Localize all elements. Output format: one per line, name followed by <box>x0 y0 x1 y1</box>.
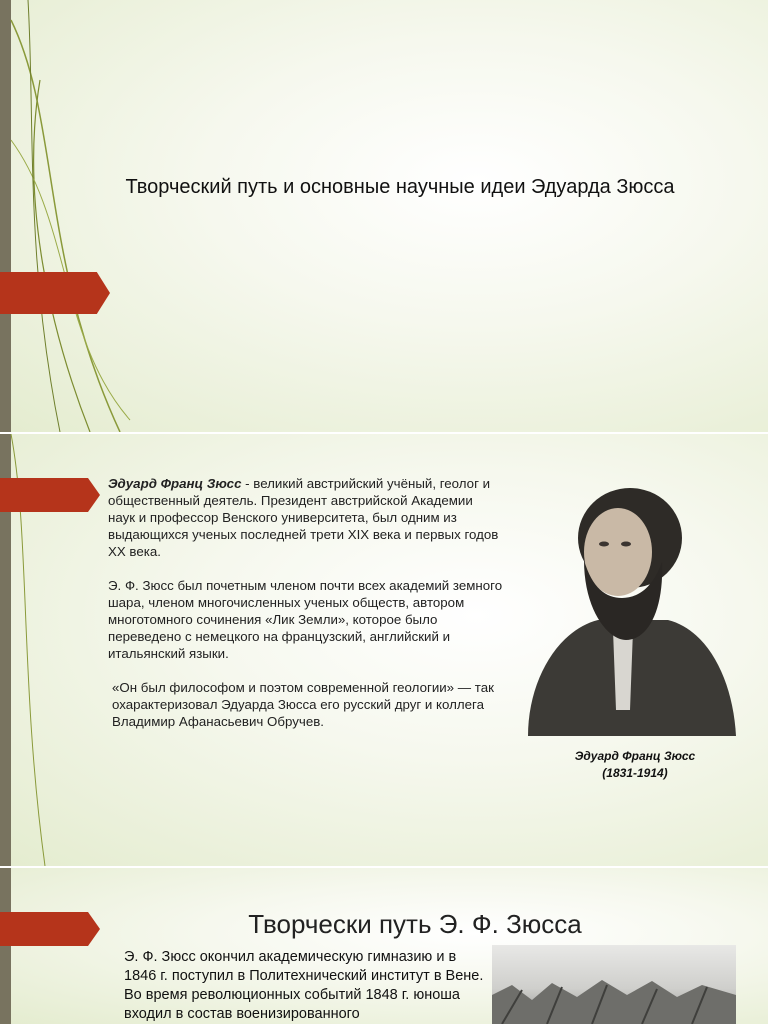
historical-photo <box>492 945 736 1024</box>
red-accent-tab <box>0 272 110 314</box>
vine-decoration <box>0 0 140 432</box>
caption-years: (1831-1914) <box>602 766 668 780</box>
slide-title: Творческий путь и основные научные идеи Эдуарда Зюсса <box>125 176 675 198</box>
intro-rest: - великий австрийский учёный, геолог и общественный деятель. Президент австрийской Академии наук и профессор Венского университета, был одним из выдающихся ученых последней трети XIX века и первых годов XX века. <box>108 476 499 559</box>
slide-title: Творчески путь Э. Ф. Зюсса <box>248 909 582 939</box>
slide-left-bar <box>0 0 11 432</box>
paragraph-2: Э. Ф. Зюсс был почетным членом почти всех академий земного шара, членом многочисленных ученых обществ, автором многотомного сочинения «Лик Земли», которое было переведено с немецкого на французский, английский и итальянский языки. <box>108 578 503 661</box>
paragraph-3: «Он был философом и поэтом современной геологии» — так охарактеризовал Эдуарда Зюсса его русский друг и коллега Владимир Афанасьевич Обручев. <box>112 680 494 729</box>
biography-text <box>108 475 503 747</box>
red-accent-tab <box>0 478 100 512</box>
portrait-image <box>518 480 740 736</box>
slide-left-bar <box>0 868 11 1024</box>
paragraph-intro <box>108 475 503 560</box>
title-slide <box>0 0 768 432</box>
red-accent-tab <box>0 912 100 946</box>
intro-name: Эдуард Франц Зюсс <box>108 476 242 491</box>
crowd-illustration <box>492 945 736 1024</box>
career-text: Э. Ф. Зюсс окончил академическую гимназию и в 1846 г. поступил в Политехнический институт в Вене. Во время революционных событий 1848 г. юноша входил в состав военизированного <box>124 949 484 1022</box>
caption-name: Эдуард Франц Зюсс <box>574 749 696 763</box>
portrait-caption <box>535 748 735 782</box>
